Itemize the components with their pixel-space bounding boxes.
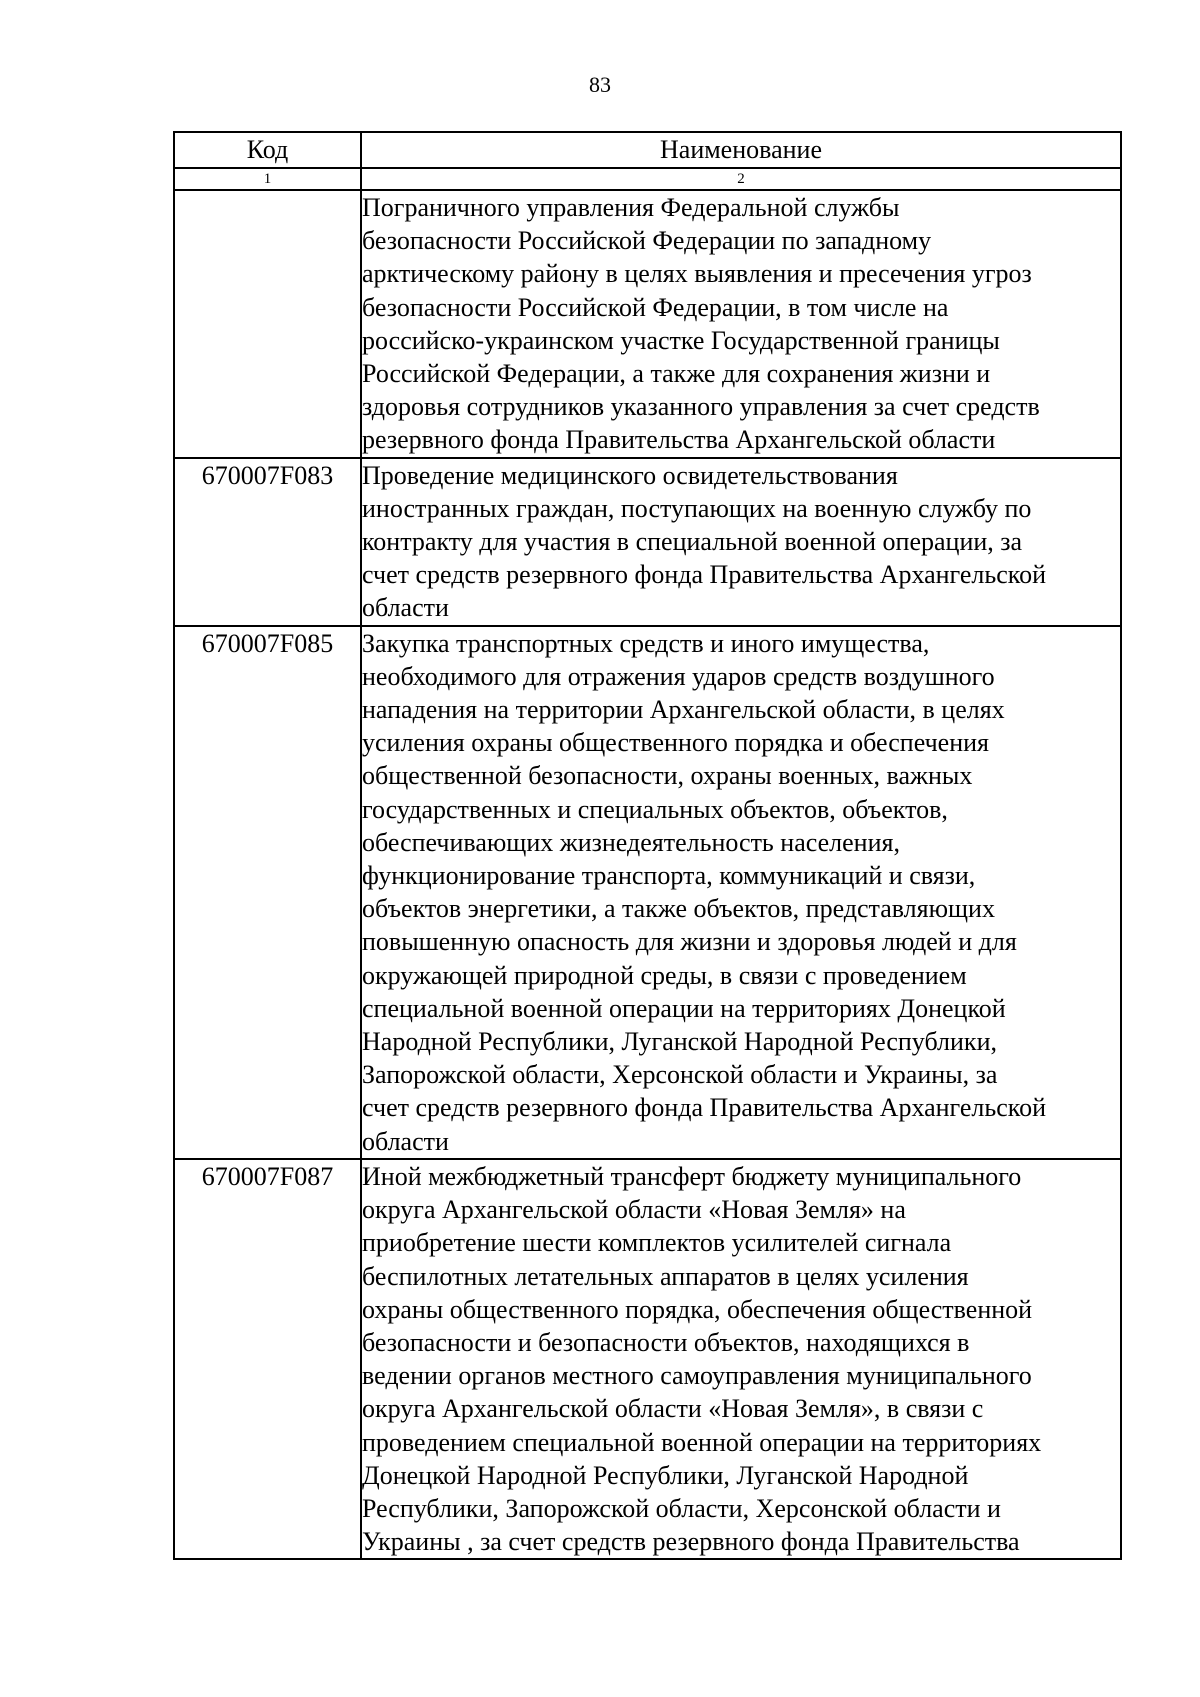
header-name: Наименование (361, 132, 1121, 168)
table-row (174, 458, 1121, 626)
table-row (174, 626, 1121, 1159)
name-line: Российской Федерации, а также для сохранения жизни и (362, 359, 991, 389)
name-line: функционирование транспорта, коммуникаций и связи, (362, 861, 976, 891)
name-line: приобретение шести комплектов усилителей сигнала (362, 1228, 952, 1258)
name-line: контракту для участия в специальной военной операции, за (362, 527, 1023, 557)
name-line: иностранных граждан, поступающих на военную службу по (362, 493, 1032, 523)
name-line: области (362, 1126, 449, 1156)
name-line: Донецкой Народной Республики, Луганской Народной (362, 1460, 969, 1490)
name-line: российско-украинском участке Государственной границы (362, 325, 1000, 355)
code-cell (174, 190, 361, 458)
name-line: нападения на территории Архангельской области, в целях (362, 695, 1005, 725)
name-line: счет средств резервного фонда Правительства Архангельской (362, 560, 1047, 590)
name-line: Народной Республики, Луганской Народной Республики, (362, 1027, 997, 1057)
name-cell (361, 1159, 1121, 1559)
name-line: Запорожской области, Херсонской области и Украины, за (362, 1060, 998, 1090)
name-line: Республики, Запорожской области, Херсонской области и (362, 1493, 1001, 1523)
name-line: обеспечивающих жизнедеятельность населения, (362, 827, 900, 857)
budget-code-table (173, 131, 1122, 1560)
name-cell (361, 190, 1121, 458)
name-line: проведением специальной военной операции на территориях (362, 1427, 1042, 1457)
name-line: здоровья сотрудников указанного управления за счет средств (362, 392, 1040, 422)
name-line: ведении органов местного самоуправления муниципального (362, 1361, 1032, 1391)
name-line: специальной военной операции на территориях Донецкой (362, 993, 1006, 1023)
name-line: беспилотных летательных аппаратов в целях усиления (362, 1261, 969, 1291)
code-cell: 670007F087 (174, 1159, 361, 1559)
name-line: безопасности Российской Федерации, в том числе на (362, 292, 949, 322)
name-cell (361, 458, 1121, 626)
table-header-row (174, 132, 1121, 168)
name-line: окружающей природной среды, в связи с проведением (362, 960, 967, 990)
name-line: области (362, 593, 449, 623)
column-number-row (174, 168, 1121, 190)
name-line: безопасности Российской Федерации по западному (362, 226, 932, 256)
name-line: охраны общественного порядка, обеспечения общественной (362, 1294, 1033, 1324)
table-row (174, 190, 1121, 458)
name-line: Проведение медицинского освидетельствования (362, 460, 898, 490)
name-line: Пограничного управления Федеральной службы (362, 193, 900, 222)
code-cell: 670007F083 (174, 458, 361, 626)
name-line: повышенную опасность для жизни и здоровья людей и для (362, 927, 1017, 957)
name-line: арктическому району в целях выявления и пресечения угроз (362, 259, 1032, 289)
name-line: Закупка транспортных средств и иного имущества, (362, 628, 930, 658)
name-line: необходимого для отражения ударов средств воздушного (362, 661, 995, 691)
name-line: усиления охраны общественного порядка и обеспечения (362, 728, 989, 758)
name-cell (361, 626, 1121, 1159)
name-line: счет средств резервного фонда Правительства Архангельской (362, 1093, 1047, 1123)
name-line: Украины , за счет средств резервного фонда Правительства (362, 1527, 1020, 1557)
name-line: округа Архангельской области «Новая Земля», в связи с (362, 1394, 984, 1424)
name-line: округа Архангельской области «Новая Земля» на (362, 1195, 906, 1225)
name-line: государственных и специальных объектов, объектов, (362, 794, 948, 824)
column-number-name: 2 (361, 168, 1121, 190)
name-line: безопасности и безопасности объектов, находящихся в (362, 1327, 970, 1357)
column-number-code: 1 (174, 168, 361, 190)
name-line: общественной безопасности, охраны военных, важных (362, 761, 973, 791)
name-line: объектов энергетики, а также объектов, представляющих (362, 894, 995, 924)
header-code: Код (174, 132, 361, 168)
code-cell: 670007F085 (174, 626, 361, 1159)
name-line: Иной межбюджетный трансферт бюджету муниципального (362, 1161, 1022, 1191)
name-line: резервного фонда Правительства Архангельской области (362, 425, 996, 455)
page-number: 83 (589, 72, 611, 97)
table-row (174, 1159, 1121, 1559)
